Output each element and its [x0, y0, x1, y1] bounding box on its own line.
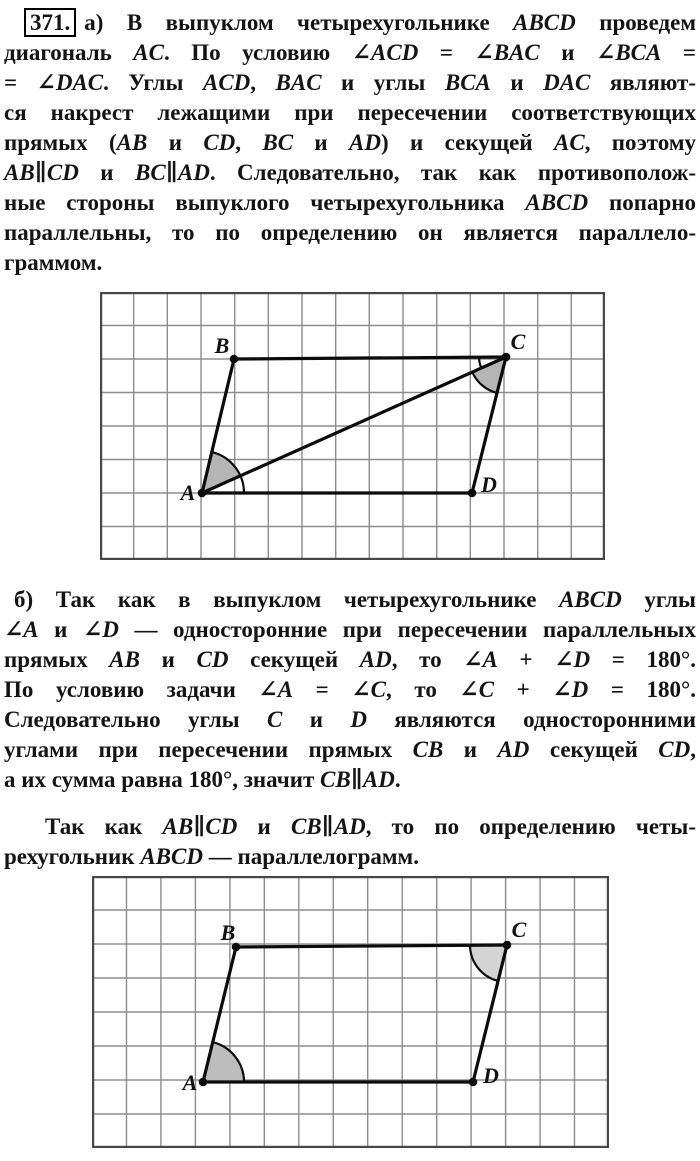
- math-variable: C: [370, 677, 386, 702]
- text-segment: и углы: [321, 70, 445, 95]
- math-variable: D: [571, 677, 589, 702]
- math-variable: BCA: [615, 40, 662, 65]
- vertex-dot-B: [230, 355, 239, 364]
- figure-part-b: [92, 876, 609, 1148]
- math-variable: DAC: [543, 70, 591, 95]
- text-segment: ,: [690, 737, 696, 762]
- text-segment: + ∠: [494, 677, 572, 702]
- text-line: [4, 735, 696, 765]
- text-segment: б) Так как в выпуклом четырехугольнике: [14, 587, 560, 612]
- math-variable: CD: [203, 130, 236, 155]
- figure-part-a: [100, 292, 605, 560]
- math-variable: BC: [262, 130, 294, 155]
- text-segment: + ∠: [497, 647, 574, 672]
- math-variable: ABCD: [140, 844, 203, 869]
- text-segment: являются односторонними: [366, 707, 696, 732]
- vertex-dot-C: [503, 941, 512, 950]
- text-segment: прямых: [4, 647, 110, 672]
- text-line: [4, 675, 696, 705]
- text-segment: ∠: [4, 617, 24, 642]
- text-segment: параллельны, то по определению он является параллело-: [4, 220, 696, 245]
- text-segment: ∥: [321, 814, 334, 839]
- math-variable: AD: [349, 130, 381, 155]
- text-segment: диагональ: [4, 40, 134, 65]
- text-segment: = 180°.: [590, 647, 696, 672]
- text-line: [4, 615, 696, 645]
- math-variable: A: [277, 677, 294, 702]
- math-variable: CB: [320, 767, 351, 792]
- text-segment: и: [490, 70, 544, 95]
- text-segment: ся накрест лежащими при пересечении соответствующих: [4, 100, 696, 125]
- text-line: [4, 812, 696, 842]
- vertex-label-D: D: [481, 472, 497, 497]
- math-variable: ABCD: [525, 190, 589, 215]
- diagonal-AC: [202, 357, 506, 493]
- text-segment: = ∠: [4, 70, 56, 95]
- text-line: [4, 98, 696, 128]
- math-variable: AD: [333, 814, 366, 839]
- math-variable: AD: [362, 767, 395, 792]
- text-segment: ,: [250, 70, 276, 95]
- text-segment: = 180°.: [588, 677, 696, 702]
- vertex-dot-D: [468, 489, 477, 498]
- text-line: [4, 248, 696, 278]
- math-variable: CD: [205, 814, 238, 839]
- text-segment: секущей: [529, 737, 659, 762]
- text-segment: а) В выпуклом четырехугольнике: [84, 10, 514, 35]
- math-variable: D: [102, 617, 119, 642]
- vertex-dot-A: [198, 489, 207, 498]
- text-segment: и: [282, 707, 351, 732]
- vertex-label-D: D: [483, 1063, 499, 1088]
- vertex-dot-A: [199, 1078, 208, 1087]
- math-variable: AD: [497, 737, 530, 762]
- text-segment: углами при пересечении прямых: [4, 737, 413, 762]
- text-segment: , то ∠: [391, 647, 483, 672]
- math-variable: A: [23, 617, 39, 642]
- text-segment: секущей: [228, 647, 360, 672]
- math-variable: AC: [554, 130, 585, 155]
- text-segment: ,: [235, 130, 263, 155]
- figure-canvas: [92, 876, 609, 1148]
- text-segment: попарно: [588, 190, 696, 215]
- math-variable: D: [350, 707, 367, 732]
- text-segment: ∥: [34, 160, 47, 185]
- side-BC: [236, 945, 507, 947]
- math-variable: AB: [162, 814, 194, 839]
- text-segment: и: [237, 814, 291, 839]
- math-variable: D: [573, 647, 591, 672]
- vertex-dot-D: [469, 1078, 478, 1087]
- math-variable: ABCD: [513, 10, 576, 35]
- text-line: [4, 68, 696, 98]
- text-line: [4, 765, 696, 795]
- math-variable: AB: [4, 160, 35, 185]
- text-segment: и ∠: [539, 40, 616, 65]
- side-BC: [234, 357, 506, 359]
- text-segment: и: [443, 737, 498, 762]
- math-variable: CD: [196, 647, 229, 672]
- vertex-label-A: A: [180, 480, 196, 505]
- text-line: [4, 842, 696, 872]
- text-line: [4, 218, 696, 248]
- math-variable: AD: [359, 647, 392, 672]
- text-segment: = ∠: [293, 677, 371, 702]
- text-segment: проведем: [575, 10, 697, 35]
- text-segment: ∥: [350, 767, 363, 792]
- text-segment: . Углы: [103, 70, 203, 95]
- math-variable: CB: [290, 814, 322, 839]
- text-segment: являют-: [590, 70, 697, 95]
- text-line: [4, 128, 696, 158]
- text-segment: а их сумма равна 180°, значит: [4, 767, 321, 792]
- text-segment: Так как: [45, 814, 163, 839]
- text-segment: ∥: [193, 814, 206, 839]
- math-variable: CD: [46, 160, 79, 185]
- text-segment: углы: [621, 587, 696, 612]
- math-variable: CD: [658, 737, 691, 762]
- text-segment: По условию задачи ∠: [4, 677, 278, 702]
- text-segment: = ∠: [418, 40, 494, 65]
- math-variable: ACD: [371, 40, 419, 65]
- math-variable: CB: [412, 737, 444, 762]
- solution-part-a: [4, 8, 696, 278]
- text-segment: — параллелограмм.: [202, 844, 419, 869]
- text-line: [4, 158, 696, 188]
- math-variable: AB: [109, 647, 140, 672]
- text-line: [4, 705, 696, 735]
- vertex-label-B: B: [220, 920, 236, 945]
- text-segment: ные стороны выпуклого четырехугольника: [4, 190, 526, 215]
- text-line: [4, 38, 696, 68]
- text-segment: — односторонние при пересечении параллельных: [118, 617, 696, 642]
- text-segment: . Следовательно, так как противополож-: [209, 160, 696, 185]
- text-segment: и: [147, 130, 204, 155]
- solution-part-b: [4, 585, 696, 795]
- text-segment: , то ∠: [385, 677, 479, 702]
- math-variable: AB: [116, 130, 148, 155]
- math-variable: ACD: [202, 70, 251, 95]
- problem-number: 371.: [24, 8, 76, 37]
- math-variable: AD: [177, 160, 210, 185]
- math-variable: DAC: [55, 70, 104, 95]
- text-segment: . По условию ∠: [163, 40, 372, 65]
- math-variable: BAC: [275, 70, 322, 95]
- text-segment: и: [78, 160, 136, 185]
- text-segment: =: [661, 40, 696, 65]
- math-variable: ABCD: [559, 587, 622, 612]
- math-variable: C: [267, 707, 283, 732]
- text-segment: и: [293, 130, 350, 155]
- text-line: [4, 585, 696, 615]
- figure-canvas: [100, 292, 605, 560]
- text-segment: рехугольник: [4, 844, 141, 869]
- text-segment: ∥: [165, 160, 178, 185]
- text-line: [4, 188, 696, 218]
- solution-conclusion: [4, 812, 696, 872]
- vertex-label-B: B: [214, 333, 230, 358]
- text-segment: и ∠: [38, 617, 103, 642]
- text-line: [4, 645, 696, 675]
- math-variable: BCA: [444, 70, 491, 95]
- math-variable: C: [478, 677, 495, 702]
- grid-lines: [92, 876, 609, 1148]
- text-segment: Следовательно углы: [4, 707, 267, 732]
- math-variable: BAC: [493, 40, 540, 65]
- text-line: [4, 8, 696, 38]
- text-segment: , поэтому: [584, 130, 696, 155]
- math-variable: BC: [135, 160, 166, 185]
- vertex-label-C: C: [511, 917, 527, 942]
- text-segment: ) и секущей: [381, 130, 554, 155]
- vertex-label-C: C: [510, 329, 526, 354]
- math-variable: AC: [133, 40, 164, 65]
- text-segment: , то по определению четы-: [365, 814, 696, 839]
- math-variable: A: [482, 647, 498, 672]
- text-segment: .: [394, 767, 401, 792]
- text-segment: граммом.: [4, 250, 103, 275]
- vertex-dot-C: [502, 353, 511, 362]
- text-segment: прямых (: [4, 130, 117, 155]
- vertex-label-A: A: [182, 1070, 198, 1095]
- text-segment: и: [139, 647, 197, 672]
